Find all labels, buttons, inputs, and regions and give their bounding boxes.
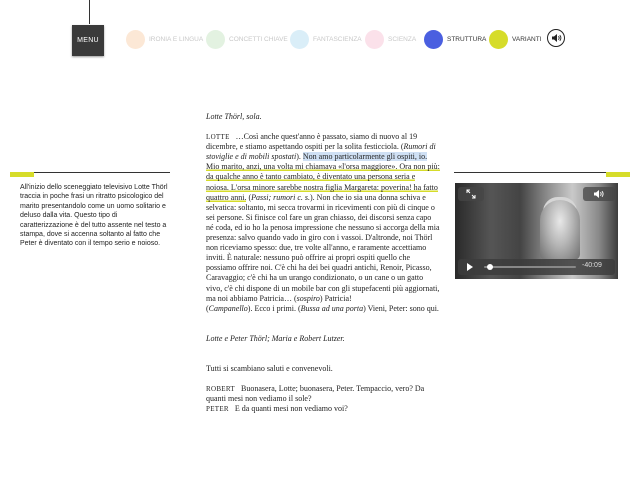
filter-dot (290, 30, 309, 49)
video-player[interactable] (455, 183, 618, 279)
filter-label: IRONIA E LINGUA (149, 35, 204, 43)
filter-label: VARIANTI (512, 35, 542, 43)
video-figure (540, 200, 580, 260)
inline-direction: sospiro (296, 293, 320, 303)
inline-direction: Rumori di stoviglie e di mobili spostati (206, 142, 436, 162)
inline-direction: Passi; rumori c. s. (251, 192, 310, 202)
expand-glyph (466, 189, 476, 199)
speech-text: ). Ecco i primi. ( (247, 303, 301, 313)
speech-text: ) Vieni, Peter: sono qui. (363, 303, 439, 313)
speech-text: E da quanti mesi non vediamo voi? (234, 404, 348, 414)
play-icon[interactable] (467, 263, 473, 271)
filter-label: SCIENZA (388, 35, 417, 43)
speaker-glyph (551, 33, 562, 43)
left-divider (10, 172, 170, 173)
left-divider-accent (10, 172, 34, 177)
stage-direction: Lotte e Peter Thörl; Maria e Robert Lutzer. (206, 333, 345, 343)
filter-dot (424, 30, 443, 49)
filter-varianti[interactable] (489, 29, 542, 49)
speech-peter (206, 404, 440, 414)
video-time-remaining: -40:09 (582, 262, 602, 269)
expand-icon[interactable] (458, 187, 484, 201)
speech-text: ). (296, 152, 303, 162)
speech-text: ). Non che io sia una donna schiva e selvatica: soltanto, mi secca trovarmi in ricevimenti con più di cinque o sei persone. Si finisce col fare un gran chiasso, dei discorsi senza capo né coda, ed io ho la penosa impressione che nessuno si accorga della mia presenza: salvo quando vado in giro con i vassoi. D'altronde, noi Thörl non riceviamo spesso: due, tre volte all'anno, e raramente accettiamo inviti. È naturale: nessuno può offrire ai propri ospiti quello che possiamo offrire noi. C'è chi ha dei bei quadri antichi, Renoir, Picasso, Caravaggio; c'è chi ha un urango condizionato, o un cane o un gatto vivo, c'è chi dispone di un mobile bar con gli stupefacenti più aggiornati, ma noi abbiamo Patricia… ( (206, 192, 440, 303)
filter-dot (126, 30, 145, 49)
script-text (206, 112, 440, 414)
speech-text: Buonasera, Lotte; buonasera, Peter. Tempaccio, vero? Da quanti mesi non vediamo il sole? (206, 383, 425, 404)
speech-text: …Così anche quest'anno è passato, siamo di nuovo al 19 dicembre, e stiamo aspettando ospiti per la solita festicciola. ( (206, 132, 418, 152)
speech-text: ) Patricia! (319, 293, 352, 303)
filter-ironia-e-lingua[interactable] (126, 29, 203, 49)
video-scrubber[interactable] (484, 266, 576, 268)
filter-dot (489, 30, 508, 49)
filter-struttura[interactable] (424, 29, 486, 49)
speech-lotte-cont (206, 304, 440, 314)
right-divider-accent (606, 172, 630, 177)
menu-hanger-line (89, 0, 90, 24)
variant-note: All'inizio dello sceneggiato televisivo Lotte Thörl traccia in poche frasi un ritratto psicologico del marito presentandolo come un uomo solitario e deluso dalla vita. Questo tipo di caratterizzazione è del tutto assente nel testo a stampa, dove si accenna soltanto al fatto che Peter è diventato con il tempo serio e noioso. (20, 184, 168, 248)
speech-text: ( (246, 192, 252, 202)
highlight-varianti[interactable]: Mio marito, anzi, una volta mi chiamava «l'orsa maggiore». Ora non più: da qualche anno è tanto cambiato, è diventato una persona seria e noiosa. L'orsa minore sarebbe nostra figlia Margareta: poverina! ha fatto quattro anni. (206, 162, 440, 202)
filter-dot (206, 30, 225, 49)
video-controls (458, 259, 615, 275)
inline-direction: Campanello (208, 303, 248, 313)
volume-icon[interactable] (583, 187, 615, 201)
speech-robert (206, 384, 440, 404)
filter-label: STRUTTURA (447, 35, 487, 43)
stage-direction-plain: Tutti si scambiano saluti e convenevoli. (206, 363, 333, 373)
highlight-struttura[interactable]: Non amo particolarmente gli ospiti, io. (302, 152, 428, 162)
volume-glyph (593, 189, 605, 199)
menu-button[interactable]: MENU (72, 25, 104, 56)
filter-fantascienza[interactable] (290, 29, 362, 49)
speaker-icon[interactable] (547, 29, 565, 47)
inline-direction: Bussa ad una porta (300, 303, 364, 313)
speech-lotte (206, 132, 440, 304)
filter-label: CONCETTI CHIAVE (229, 35, 288, 43)
scrubber-handle[interactable] (487, 264, 493, 270)
filter-concetti-chiave[interactable] (206, 29, 288, 49)
right-divider (454, 172, 630, 173)
filter-label: FANTASCIENZA (313, 35, 362, 43)
filter-dot (365, 30, 384, 49)
speaker-name: ROBERT (206, 384, 235, 393)
speaker-name: LOTTE (206, 133, 230, 142)
speech-text: ( (206, 303, 209, 313)
speaker-name: PETER (206, 405, 229, 414)
filter-scienza[interactable] (365, 29, 416, 49)
stage-direction: Lotte Thörl, sola. (206, 112, 262, 121)
